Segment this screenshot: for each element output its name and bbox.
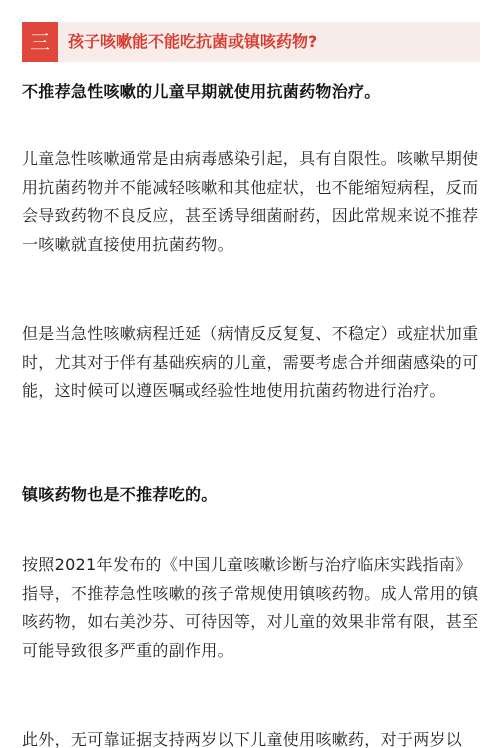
paragraph-guideline: 按照2021年发布的《中国儿童咳嗽诊断与治疗临床实践指南》指导，不推荐急性咳嗽的孩子常规使用镇咳药物。成人常用的镇咳药物，如右美沙芬、可待因等，对儿童的效果非常有限，甚至可能导致很多严重的副作用。 [22,555,479,660]
paragraph-antibiotics-explanation: 儿童急性咳嗽通常是由病毒感染引起，具有自限性。咳嗽早期使用抗菌药物并不能减轻咳嗽和其他症状，也不能缩短病程，反而会导致药物不良反应，甚至诱导细菌耐药，因此常规来说不推荐一咳嗽就直接使用抗菌药物。 [22,149,479,254]
paragraph-key-point-antibiotics: 不推荐急性咳嗽的儿童早期就使用抗菌药物治疗。 [22,82,381,101]
paragraph-under-two: 此外，无可靠证据支持两岁以下儿童使用咳嗽药，对于两岁以 [22,730,463,748]
section-number-badge: 三 [22,22,58,62]
paragraph-key-point-antitussives: 镇咳药物也是不推荐吃的。 [22,485,218,504]
section-title: 孩子咳嗽能不能吃抗菌或镇咳药物? [68,32,318,51]
paragraph-antibiotics-exception: 但是当急性咳嗽病程迁延（病情反反复复、不稳定）或症状加重时，尤其对于伴有基础疾病的儿童，需要考虑合并细菌感染的可能，这时候可以遵医嘱或经验性地使用抗菌药物进行治疗。 [22,324,479,400]
section-header [22,22,480,62]
